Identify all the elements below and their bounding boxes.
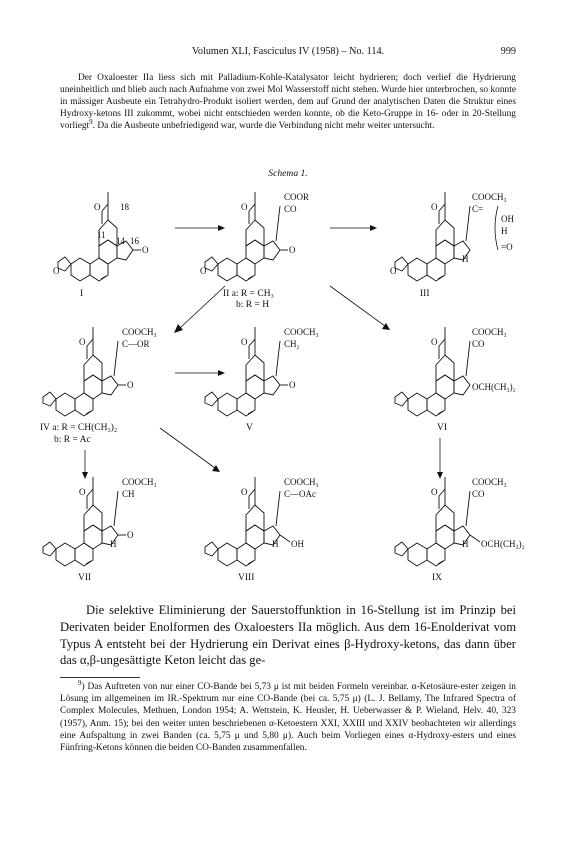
compound-VIII-oh: OH [291,539,304,549]
compound-I-keto-o: O [142,245,149,255]
compound-II-sub2: CO [284,204,297,214]
reaction-scheme [40,178,540,588]
compound-IV-ring-o: O [79,337,86,347]
arrow-IV-VIII [160,428,215,468]
compound-IX-h: H [462,539,469,549]
compound-III-ketal-o: O [390,266,397,276]
footnote-ref: 9 [89,118,93,127]
footnote-marker: 9 [78,678,82,687]
compound-V-sub1: COOCH₃ [284,327,319,337]
compound-IV [40,327,157,445]
compound-V-keto-o: O [289,380,296,390]
arrow-IV-VIII-head [212,465,220,472]
compound-VII [43,477,157,583]
compound-VII-sub1: COOCH₃ [122,477,157,487]
compound-III-label: III [420,289,430,299]
compound-VII-h: H [110,539,117,549]
arrow-II-IV [180,286,225,328]
footnote [60,678,516,754]
compound-III-ring-o: O [431,202,438,212]
paragraph-2-text: Die selektive Eliminierung der Sauerstoffunktion in 16-Stellung ist im Prinzip bei Derivaten beider Enolformen des Oxaloesters IIa möglich. Aus dem 16-Enolderivat vom Typus A entsteht bei der Hydrierung ein Derivat eines β-Hydroxy-ketons, das dann über das α,β-ungesättigte Keton leicht das ge- [60,603,516,668]
footnote-text: ) Das Auftreten von nur einer CO-Bande bei 5,73 μ ist mit beiden Formeln vereinbar. α-Ketosäure-ester zeigen in Lösung im allgemeinen im IR.-Spektrum nur eine CO-Bande (bei ca. 5,75 μ) (L. J. Bellamy, The Infrared Spectra of Complex Molecules, Methuen, London 1954; A. Wettstein, K. Heusler, H. Ueberwasser & P. Wieland, Helv. 40, 323 (1957), Anm. 15); bei den weiter unten beschriebenen α-Ketoestern XXI, XXIII und XXIV beobachteten wir allerdings eine Aufspaltung in zwei Banden (ca. 5,75 μ und 5,80 μ). Auch beim Vorliegen eines α-Hydroxy-esters und eines Fünfring-Ketons können die beiden CO-Banden zusammenfallen. [60,682,516,754]
compound-V-sub2: CH₂ [284,339,300,349]
schema-title: Schema 1. [268,168,308,179]
compound-VI-sub1: COOCH₃ [472,327,507,337]
compound-VII-sub2: CH [122,489,135,499]
compound-I-pos11: 11 [97,230,106,240]
compound-III-sub1: COOCH₃ [472,192,507,202]
arrow-II-IV-head [174,324,183,333]
paragraph-1-text: Der Oxaloester IIa liess sich mit Palladium-Kohle-Katalysator leicht hydrieren; doch verlief die Hydrierung uneinheitlich und blieb auch nach Aufnahme von zwei Mol Wasserstoff nicht stehen. Wurde hier unterbrochen, so konnte in mässiger Ausbeute ein Tetrahydro-Produkt isoliert werden, dem auf Grund der analytischen Daten die Struktur eines Hydroxy-ketons III zukommt, wobei nicht entschieden werden konnte, ob die Keto-Gruppe in 16- oder in 20-Stellung vorliegt [60,73,516,132]
compound-VI-label: VI [437,423,448,433]
compound-V [205,327,319,433]
compound-V-label: V [246,423,253,433]
compound-I-ketal-o: O [53,266,60,276]
compound-IX-sub1: COOCH₃ [472,477,507,487]
paragraph-1 [60,72,516,132]
compound-III-h-sub: H [501,226,508,236]
compound-IV-label-b: b: R = Ac [54,435,91,445]
arrow-II-III-head [370,225,377,231]
compound-IX-sub2: CO [472,489,485,499]
paragraph-1-text-end: . Da die Ausbeute unbefriedigend war, wurde die Verbindung nicht mehr weiter untersucht. [92,121,435,132]
compound-IV-sub1: COOCH₃ [122,327,157,337]
paragraph-2 [60,602,516,669]
compound-II-label: II a: R = CH₃ [223,289,274,299]
compound-III-h: H [462,254,469,264]
compound-I-label: I [80,289,84,299]
compound-III-oh: OH [501,214,514,224]
compound-VIII [205,477,319,583]
arrow-I-II-head [218,225,225,231]
compound-IV-keto-o: O [127,380,134,390]
compound-II-sub1: COOR [284,192,310,202]
running-title: Volumen XLI, Fasciculus IV (1958) – No. 114. [191,46,385,57]
compound-III-eq-o: =O [501,242,513,252]
compound-VII-ring-o: O [79,487,86,497]
compound-I-pos16: 16 [130,236,139,246]
compound-III-sub2: C= [472,204,484,214]
compound-II-ketal-o: O [200,266,207,276]
compound-VIII-h: H [272,539,279,549]
compound-VII-keto-o: O [127,530,134,540]
arrow-IV-V-head [218,370,225,376]
compound-II [200,192,309,310]
compound-II-label-b: b: R = H [236,300,270,310]
compound-IX-sub3: OCH(CH₃)₂ [481,539,525,549]
compound-I [53,192,149,299]
compound-IX [395,477,525,583]
footnote-rule [60,677,140,678]
compound-II-ring-o: O [241,202,248,212]
compound-VI-sub2: CO [472,339,485,349]
compound-VIII-sub1: COOCH₃ [284,477,319,487]
compound-IX-ring-o: O [431,487,438,497]
compound-I-pos14: 14 [116,236,125,246]
compound-III [390,192,514,299]
compound-IX-label: IX [432,573,443,583]
compound-I-ring-o: O [94,202,101,212]
compound-V-ring-o: O [241,337,248,347]
arrow-VI-IX-head [437,472,443,479]
page-number: 999 [500,46,516,57]
compound-II-keto-o: O [289,245,296,255]
arrow-II-VI [330,286,385,326]
compound-VII-label: VII [78,573,92,583]
compound-VI-ring-o: O [431,337,438,347]
compound-VI-sub3: OCH(CH₃)₂ [472,382,516,392]
compound-VIII-ring-o: O [241,487,248,497]
compound-VI [395,327,516,433]
arrow-IV-VII-head [82,472,88,479]
arrow-II-VI-head [382,323,390,330]
compound-I-pos18: 18 [120,202,129,212]
compound-VIII-label: VIII [238,573,255,583]
compound-VIII-sub2: C—OAc [284,489,316,499]
compound-IV-label: IV a: R = CH(CH₃)₂ [40,423,118,433]
compound-IV-sub2: C—OR [122,339,150,349]
